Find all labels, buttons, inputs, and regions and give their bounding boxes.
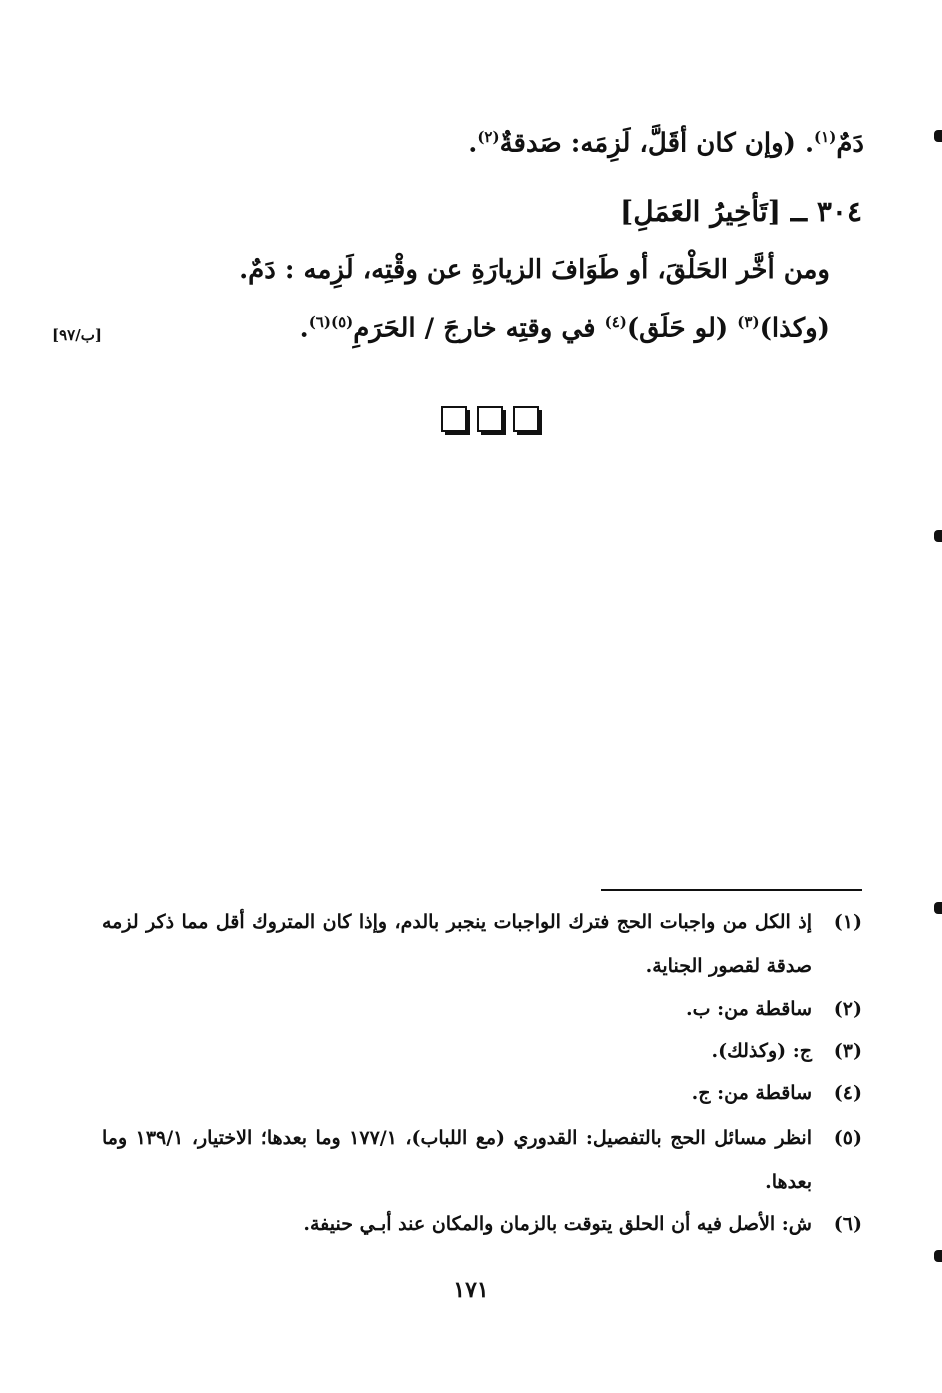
footnote-6 [102, 1202, 862, 1246]
square-icon [513, 406, 539, 432]
footnote-number: (٢) [833, 998, 862, 1020]
footnote-ref: (٥)(٦) [308, 313, 354, 331]
body-text: في وقتِه خارجَ / الحَرَمِ [353, 313, 605, 344]
footnote-text: ساقطة من: ب. [686, 998, 812, 1020]
body-text: (وكذا) [759, 313, 830, 344]
square-icon [441, 406, 467, 432]
scan-edge-mark [934, 530, 942, 542]
square-icon [477, 406, 503, 432]
page-number: ١٧١ [453, 1277, 489, 1303]
footnote-1 [102, 900, 862, 988]
scan-edge-mark [934, 1250, 942, 1262]
footnote-number: (١) [833, 911, 862, 933]
scan-edge-mark [934, 130, 942, 142]
footnote-text: ش: الأصل فيه أن الحلق يتوقت بالزمان والمكان عند أبـي حنيفة. [303, 1213, 812, 1235]
footnote-separator [601, 889, 862, 891]
footnote-ref: (٢) [477, 128, 500, 146]
footnote-3 [102, 1029, 862, 1073]
body-line-4 [300, 313, 830, 344]
body-text: . (وإن كان أقَلَّ، لَزِمَه: صَدقةٌ [499, 128, 815, 159]
body-text: دَمٌ [836, 128, 864, 159]
footnote-ref: (٣) [737, 313, 760, 331]
footnote-ref: (١) [814, 128, 837, 146]
footnote-number: (٤) [833, 1082, 862, 1104]
footnote-number: (٥) [833, 1127, 862, 1149]
footnote-text: إذ الكل من واجبات الحج فترك الواجبات ينجبر بالدم، وإذا كان المتروك أقل مما ذكر لزمه صدقة لقصور الجناية. [102, 911, 812, 977]
footnote-5 [102, 1116, 862, 1204]
body-line-3: ومن أخَّر الحَلْقَ، أو طَوَافَ الزيارَةِ عن وقْتِه، لَزِمه : دَمٌ. [239, 255, 830, 285]
manuscript-folio-marker: [ب/٩٧] [52, 326, 102, 344]
footnote-text: انظر مسائل الحج بالتفصيل: القدوري (مع اللباب)، ١٧٧/١ وما بعدها؛ الاختيار، ١٣٩/١ وما بعدها. [102, 1127, 812, 1193]
footnote-number: (٣) [833, 1040, 862, 1062]
body-text: (لو حَلَق) [626, 313, 738, 344]
footnote-4 [102, 1071, 862, 1115]
footnote-text: ج: (وكذلك). [711, 1040, 812, 1062]
footnote-2 [102, 987, 862, 1031]
three-square-ornament-icon [441, 406, 545, 436]
scan-edge-mark [934, 902, 942, 914]
body-text: . [468, 128, 478, 159]
section-heading: ٣٠٤ ــ [تَأخِيرُ العَمَلِ] [619, 195, 862, 228]
footnote-number: (٦) [833, 1213, 862, 1235]
body-line-1 [468, 128, 864, 159]
footnote-text: ساقطة من: ج. [691, 1082, 812, 1104]
body-text: . [299, 313, 309, 344]
footnote-ref: (٤) [604, 313, 627, 331]
